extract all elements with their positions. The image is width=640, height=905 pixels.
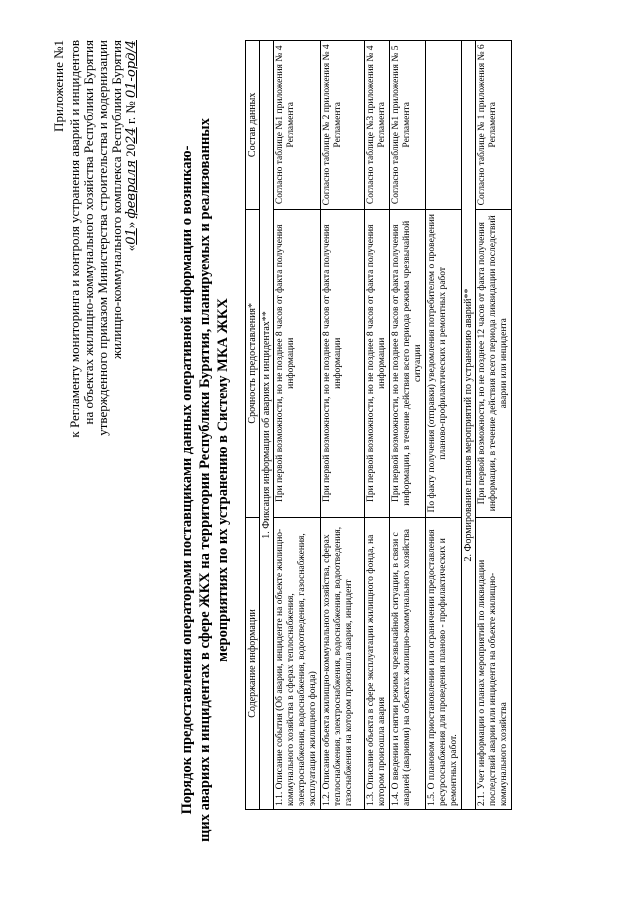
section-row [462,41,476,810]
cell-data: Согласно таблице №1 приложения № 5 Регламента [390,41,426,210]
table-header-row [246,41,260,810]
cell-urgency: При первой возможности, но не позднее 8 часов от факта получения информации [321,209,365,517]
document-title [178,115,232,845]
date-day: 01 [124,228,139,245]
order-number-prefix: № [123,101,138,114]
table-row [426,41,462,810]
appendix-line: на объектах жилищно-коммунального хозяйства Республики Бурятия [81,40,96,425]
cell-data [426,41,462,210]
appendix-number: Приложение №1 [51,40,66,132]
date-close-quote: » [123,221,138,229]
cell-urgency: При первой возможности, но не позднее 8 часов от факта получения информации [365,209,390,517]
table-row [390,41,426,810]
cell-content: 1.2. Описание объекта жилищно-коммунального хозяйства, сферах теплоснабжения, электроснабжения, водоснабжения, водоотведения, газоснабжения на котором произошла авария, инцидент [321,517,365,809]
appendix-header [52,40,139,560]
table-row [476,41,512,810]
section-row [260,41,274,810]
cell-urgency: При первой возможности, но не позднее 8 часов от факта получения информации [274,209,321,517]
cell-content: 2.1. Учет информации о планах мероприятий по ликвидации последствий аварии или инцидента на объекте жилищно-коммунального хозяйства [476,517,512,809]
title-line: мероприятиях по их устранению в Систему МКА ЖКХ [215,298,231,662]
cell-data: Согласно таблице №1 приложения № 4 Регламента [274,41,321,210]
header-content: Содержание информации [246,517,260,809]
cell-content: 1.3. Описание объекта в сфере эксплуатации жилищного фонда, на котором произошла авария [365,517,390,809]
table-row [274,41,321,810]
cell-urgency: По факту получения (отправки) уведомления потребителем о проведении планово-профилактических и ремонтных работ [426,209,462,517]
procedure-table [245,40,512,810]
cell-data: Согласно таблице № 1 приложения № 6 Регламента [476,41,512,210]
appendix-line: к Регламенту мониторинга и контроля устранения аварий и инцидентов [67,40,82,438]
cell-content: 1.1. Описание события (Об аварии, инциденте на объекте жилищно-коммунального хозяйства в сферах теплоснабжения, электроснабжения, водоснабжения, водоотведения, газоснабжения, эксплуатации жилищного фонда) [274,517,321,809]
section-title: 2. Формирование планов мероприятий по устранению аварий** [462,41,476,810]
cell-urgency: При первой возможности, но не позднее 12 часов от факта получения информации, в течение действия всего периода ликвидации последствий аварии или инцидента [476,209,512,517]
appendix-line: жилищно-коммунального комплекса Республики Бурятия [109,40,124,360]
header-data: Состав данных [246,41,260,210]
section-title: 1. Фиксация информации об авариях и инцидентах** [260,41,274,810]
cell-content: 1.4. О введении и снятии режима чрезвычайной ситуации, в связи с аварией (авариями) на объектах жилищно-коммунального хозяйства [390,517,426,809]
date-year-suffix: г. [123,116,138,125]
cell-data: Согласно таблице № 2 приложения № 4 Регламента [321,41,365,210]
appendix-line: утвержденного приказом Министерства строительства и модернизации [95,40,110,436]
date-year: 24 [124,127,139,144]
date-month: февраля [124,160,139,219]
cell-content: 1.5. О плановом приостановлении или ограничении предоставления ресурсоснабжения для проведения планово - профилактических и ремонтных работ. [426,517,462,809]
cell-data: Согласно таблице №3 приложения № 4 Регламента [365,41,390,210]
title-line: щих авариях и инцидентах в сфере ЖКХ на территории Республики Бурятия, планируемых и реализованных [197,118,213,842]
date-year-prefix: 20 [123,143,138,157]
table-row [365,41,390,810]
cell-urgency: При первой возможности, но не позднее 8 часов от факта получения информации, в течение действия всего периода режима чрезвычайной ситуации [390,209,426,517]
appendix-date-line [124,40,139,560]
header-urgency: Срочность предоставления* [246,209,260,517]
date-open-quote: « [123,244,138,252]
order-number: 01-орд/4 [124,40,139,98]
title-line: Порядок предоставления операторами поставщиками данных оперативной информации о возникаю- [179,145,195,815]
table-row [321,41,365,810]
